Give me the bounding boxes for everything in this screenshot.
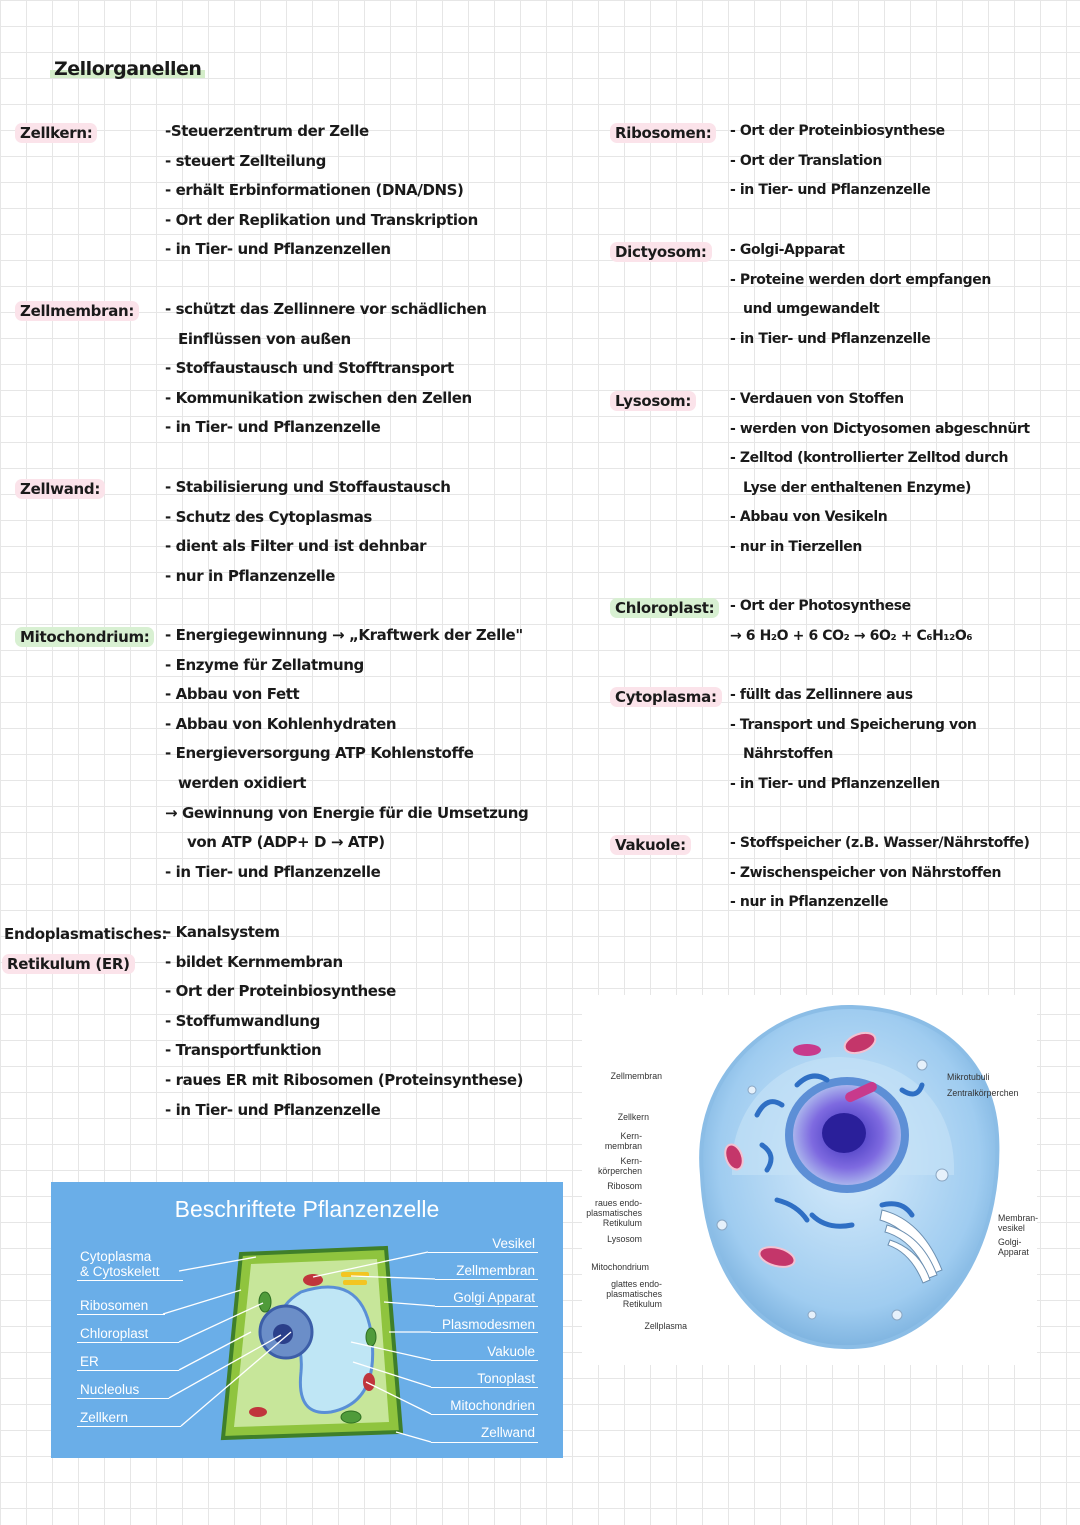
desc-line: - Enzyme für Zellatmung (165, 655, 364, 674)
desc-line: Nährstoffen (743, 746, 833, 763)
term-zellwand: Zellwand: (15, 479, 105, 499)
animal-label: Zentralkörperchen (947, 1088, 1019, 1098)
desc-line: - nur in Pflanzenzelle (730, 894, 889, 911)
desc-line: - Proteine werden dort empfangen (730, 271, 991, 288)
desc-line: - Abbau von Vesikeln (730, 509, 888, 526)
desc-line: von ATP (ADP+ D → ATP) (187, 833, 385, 852)
desc-line: - Energiegewinnung → „Kraftwerk der Zelle" (165, 626, 523, 644)
label-underline (431, 1387, 538, 1388)
desc-line: - Abbau von Kohlenhydraten (165, 714, 397, 733)
desc-vakuole (730, 829, 1030, 918)
desc-line: - Ort der Proteinbiosynthese (165, 982, 396, 1001)
desc-line: - Transportfunktion (165, 1041, 322, 1060)
desc-line: - Ort der Proteinbiosynthese (730, 123, 945, 139)
label-underline (77, 1280, 183, 1281)
term-lysosom: Lysosom: (610, 391, 696, 411)
desc-line: - dient als Filter und ist dehnbar (165, 537, 427, 556)
term-vakuole: Vakuole: (610, 835, 691, 855)
animal-label: Zellkern (617, 1112, 649, 1122)
plant-label-left: Nucleolus (80, 1382, 140, 1397)
animal-label: Kern- körperchen (597, 1156, 642, 1176)
page-title: Zellorganellen (50, 58, 205, 80)
term-ribosomen: Ribosomen: (610, 123, 716, 143)
desc-line: - nur in Pflanzenzelle (165, 566, 336, 585)
plant-label-right: Golgi Apparat (453, 1290, 535, 1305)
desc-line: - schützt das Zellinnere vor schädlichen (165, 300, 487, 318)
desc-line: - Abbau von Fett (165, 685, 300, 704)
label-underline (431, 1332, 538, 1333)
desc-line: → 6 H₂O + 6 CO₂ → 6O₂ + C₆H₁₂O₆ (730, 627, 973, 644)
animal-label: Membran- vesikel (998, 1213, 1039, 1233)
desc-ribosomen (730, 117, 945, 206)
desc-line: - Stoffumwandlung (165, 1011, 320, 1030)
plant-label-left: Cytoplasma & Cytoskelett (80, 1249, 160, 1279)
desc-dictyosom (730, 236, 991, 354)
plant-label-right: Vesikel (492, 1236, 535, 1251)
desc-line: - Energieversorgung ATP Kohlenstoffe (165, 744, 474, 763)
plant-label-right: Tonoplast (477, 1371, 535, 1386)
desc-line: - Zwischenspeicher von Nährstoffen (730, 864, 1002, 881)
desc-line: und umgewandelt (743, 301, 880, 318)
desc-line: - raues ER mit Ribosomen (Proteinsynthese) (165, 1070, 524, 1089)
plant-label-left: Ribosomen (80, 1298, 149, 1313)
desc-line: Einflüssen von außen (178, 329, 351, 348)
term-dictyosom: Dictyosom: (610, 242, 712, 262)
desc-line: - Zelltod (kontrollierter Zelltod durch (730, 450, 1009, 467)
animal-label: glattes endo- plasmatisches Retikulum (606, 1279, 662, 1309)
plant-label-left: Chloroplast (80, 1326, 149, 1341)
desc-line: - steuert Zellteilung (165, 151, 327, 170)
desc-line: - in Tier- und Pflanzenzellen (730, 775, 940, 792)
plant-label-right: Mitochondrien (450, 1398, 535, 1413)
desc-line: - Ort der Translation (730, 152, 882, 169)
label-underline (435, 1279, 538, 1280)
desc-mitochondrium (165, 621, 528, 887)
animal-label: Zellplasma (644, 1321, 687, 1331)
desc-zellwand (165, 473, 451, 591)
plant-label-right: Plasmodesmen (441, 1317, 535, 1332)
desc-chloroplast (730, 592, 972, 651)
desc-lysosom (730, 385, 1030, 563)
plant-cell-title: Beschriftete Pflanzenzelle (174, 1196, 440, 1222)
animal-label: Kern- membran (604, 1131, 642, 1151)
desc-line: - nur in Tierzellen (730, 538, 862, 555)
desc-line: - Stoffspeicher (z.B. Wasser/Nährstoffe) (730, 835, 1030, 851)
desc-line: - in Tier- und Pflanzenzelle (165, 418, 381, 437)
plant-label-left: ER (80, 1354, 99, 1369)
desc-line: Lyse der enthaltenen Enzyme) (743, 479, 972, 496)
desc-line: - in Tier- und Pflanzenzelle (730, 182, 931, 199)
term-zellmembran: Zellmembran: (15, 301, 139, 321)
plant-cell-panel (51, 1182, 563, 1458)
desc-line: - Verdauen von Stoffen (730, 391, 904, 407)
label-underline (77, 1398, 169, 1399)
desc-zellkern (165, 117, 478, 265)
label-underline (77, 1370, 179, 1371)
desc-line: - werden von Dictyosomen abgeschnürt (730, 420, 1030, 437)
desc-line: - Stabilisierung und Stoffaustausch (165, 478, 451, 496)
desc-line: - Ort der Replikation und Transkription (165, 210, 478, 229)
label-underline (77, 1314, 165, 1315)
desc-line: - Stoffaustausch und Stofftransport (165, 359, 454, 378)
term-er-retikulum: Retikulum (ER) (2, 954, 135, 974)
label-underline (431, 1442, 538, 1443)
animal-label: Zellmembran (610, 1071, 662, 1081)
term-zellkern: Zellkern: (15, 123, 97, 143)
desc-line: - erhält Erbinformationen (DNA/DNS) (165, 181, 464, 200)
desc-line: - in Tier- und Pflanzenzellen (165, 240, 391, 259)
desc-line: werden oxidiert (178, 773, 306, 792)
desc-line: - Kanalsystem (165, 923, 280, 941)
desc-er (165, 918, 523, 1125)
plant-label-right: Zellmembran (456, 1263, 535, 1278)
label-underline (428, 1252, 538, 1253)
desc-line: - füllt das Zellinnere aus (730, 687, 913, 703)
animal-label: Lysosom (607, 1234, 642, 1244)
desc-cytoplasma (730, 681, 977, 799)
desc-line: - Ort der Photosynthese (730, 598, 911, 614)
label-underline (77, 1342, 179, 1343)
desc-line: - in Tier- und Pflanzenzelle (165, 862, 381, 881)
term-chloroplast: Chloroplast: (610, 598, 719, 618)
animal-label: Ribosom (607, 1181, 642, 1191)
desc-line: - Transport und Speicherung von (730, 716, 977, 733)
desc-line: - in Tier- und Pflanzenzelle (730, 330, 931, 347)
desc-line: - bildet Kernmembran (165, 952, 343, 971)
desc-line: - Kommunikation zwischen den Zellen (165, 388, 472, 407)
label-underline (77, 1426, 181, 1427)
desc-line: - Golgi-Apparat (730, 242, 845, 258)
animal-cell-illustration (582, 995, 1037, 1365)
desc-line: - Schutz des Cytoplasmas (165, 507, 372, 526)
label-underline (431, 1360, 538, 1361)
plant-label-left: Zellkern (80, 1410, 129, 1425)
desc-line: → Gewinnung von Energie für die Umsetzung (165, 803, 529, 822)
animal-label: Mitochondrium (591, 1262, 649, 1272)
animal-label: Mikrotubuli (947, 1072, 990, 1082)
desc-line: - in Tier- und Pflanzenzelle (165, 1100, 381, 1119)
term-cytoplasma: Cytoplasma: (610, 687, 722, 707)
plant-label-right: Vakuole (487, 1344, 535, 1359)
plant-label-right: Zellwand (480, 1425, 535, 1440)
label-underline (435, 1306, 538, 1307)
animal-label: raues endo- plasmatisches Retikulum (586, 1198, 642, 1228)
desc-line: -Steuerzentrum der Zelle (165, 122, 369, 140)
term-mitochondrium: Mitochondrium: (15, 627, 154, 647)
label-underline (431, 1414, 538, 1415)
animal-cell-diagram (582, 995, 1037, 1365)
term-er: Endoplasmatisches: (4, 925, 168, 943)
desc-zellmembran (165, 295, 487, 443)
animal-label: Golgi- Apparat (998, 1237, 1029, 1257)
